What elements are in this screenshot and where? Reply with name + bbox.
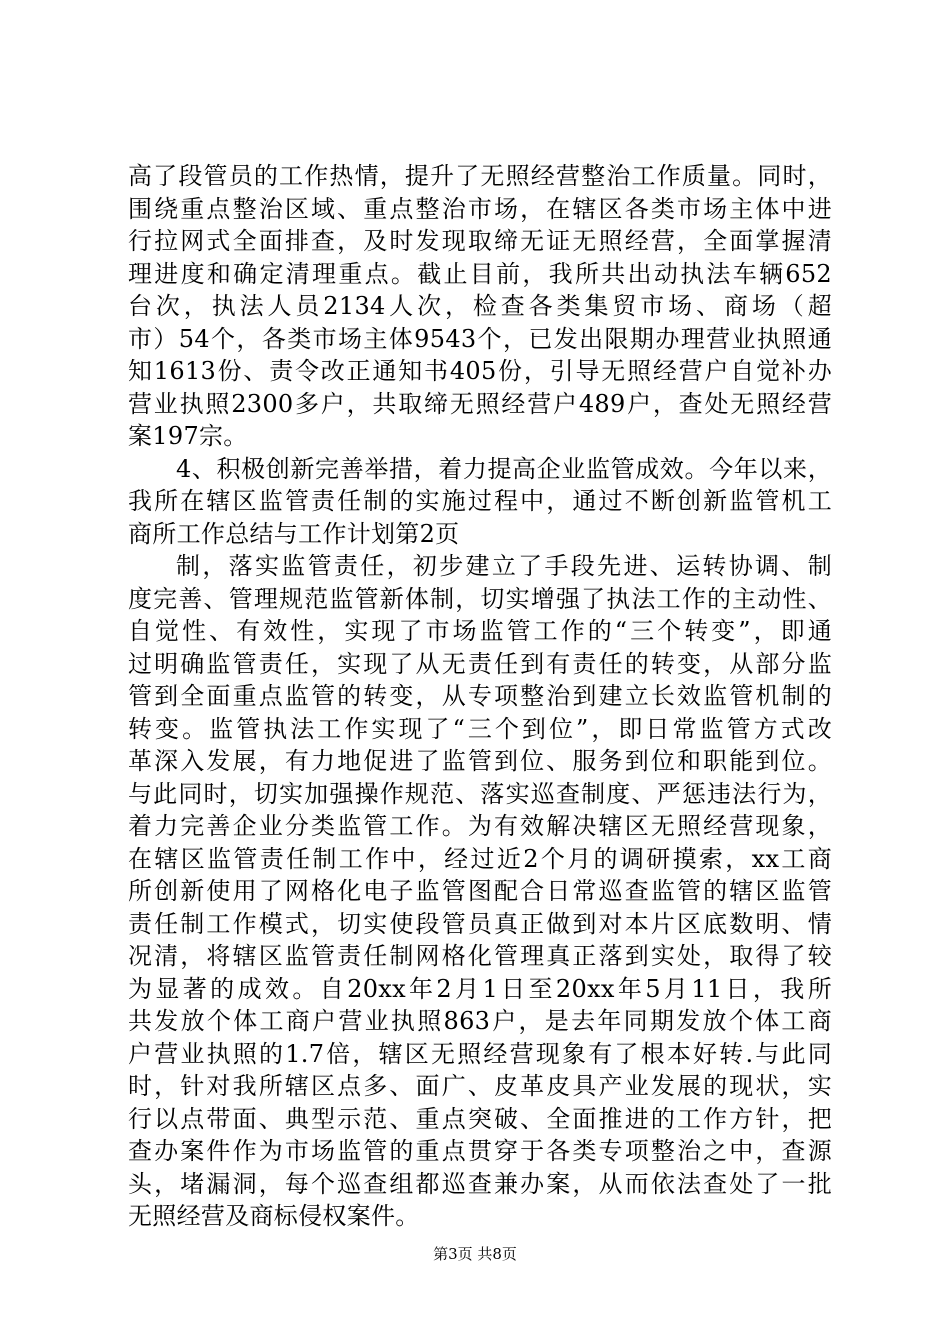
text-line: 管到全面重点监管的转变，从专项整治到建立长效监管机制的 <box>128 682 832 710</box>
text-line: 制，落实监管责任，初步建立了手段先进、运转协调、制 <box>176 552 832 580</box>
text-line: 理进度和确定清理重点。截止目前，我所共出动执法车辆652 <box>128 259 832 288</box>
text-line: 查办案件作为市场监管的重点贯穿于各类专项整治之中，查源 <box>128 1137 832 1165</box>
text-line: 着力完善企业分类监管工作。为有效解决辖区无照经营现象， <box>128 812 832 840</box>
text-line: 围绕重点整治区域、重点整治市场，在辖区各类市场主体中进 <box>128 194 832 223</box>
text-line: 自觉性、有效性，实现了市场监管工作的“三个转变”，即通 <box>128 617 832 645</box>
text-line: 共发放个体工商户营业执照863户，是去年同期发放个体工商 <box>128 1007 832 1035</box>
text-line: 与此同时，切实加强操作规范、落实巡查制度、严惩违法行为， <box>128 779 832 808</box>
text-line: 市）54个，各类市场主体9543个，已发出限期办理营业执照通 <box>128 324 832 353</box>
text-line: 为显著的成效。自20xx年2月1日至20xx年5月11日，我所 <box>128 974 832 1003</box>
text-line: 头，堵漏洞，每个巡查组都巡查兼办案，从而依法查处了一批 <box>128 1169 832 1198</box>
text-line: 时，针对我所辖区点多、面广、皮革皮具产业发展的现状，实 <box>128 1072 832 1100</box>
page-number-label: 第3页 共8页 <box>433 1245 517 1263</box>
text-line: 台次，执法人员2134人次，检查各类集贸市场、商场（超 <box>128 292 832 320</box>
text-line: 度完善、管理规范监管新体制，切实增强了执法工作的主动性、 <box>128 584 832 613</box>
text-line: 革深入发展，有力地促进了监管到位、服务到位和职能到位。 <box>128 747 832 775</box>
text-line: 知1613份、责令改正通知书405份，引导无照经营户自觉补办 <box>128 357 832 385</box>
text-line: 我所在辖区监管责任制的实施过程中，通过不断创新监管机工 <box>128 487 832 515</box>
text-line: 户营业执照的1.7倍，辖区无照经营现象有了根本好转.与此同 <box>128 1039 832 1068</box>
text-line: 所创新使用了网格化电子监管图配合日常巡查监管的辖区监管 <box>128 877 832 905</box>
text-line: 况清，将辖区监管责任制网格化管理真正落到实处，取得了较 <box>128 942 832 970</box>
text-line: 无照经营及商标侵权案件。 <box>128 1202 420 1230</box>
text-line: 行以点带面、典型示范、重点突破、全面推进的工作方针，把 <box>128 1104 832 1133</box>
page-footer <box>0 1244 950 1264</box>
text-line: 案197宗。 <box>128 422 248 450</box>
text-line: 营业执照2300多户，共取缔无照经营户489户，查处无照经营 <box>128 389 832 418</box>
text-line: 高了段管员的工作热情，提升了无照经营整治工作质量。同时， <box>128 162 832 190</box>
body-text <box>128 160 832 1233</box>
text-line: 行拉网式全面排查，及时发现取缔无证无照经营，全面掌握清 <box>128 227 832 255</box>
text-line: 转变。监管执法工作实现了“三个到位”，即日常监管方式改 <box>128 714 832 743</box>
text-line: 在辖区监管责任制工作中，经过近2个月的调研摸索，xx工商 <box>128 844 832 873</box>
text-line: 商所工作总结与工作计划第2页 <box>128 519 460 548</box>
text-line: 4、积极创新完善举措，着力提高企业监管成效。今年以来， <box>176 454 832 483</box>
text-line: 责任制工作模式，切实使段管员真正做到对本片区底数明、情 <box>128 909 832 938</box>
text-line: 过明确监管责任，实现了从无责任到有责任的转变，从部分监 <box>128 649 832 678</box>
